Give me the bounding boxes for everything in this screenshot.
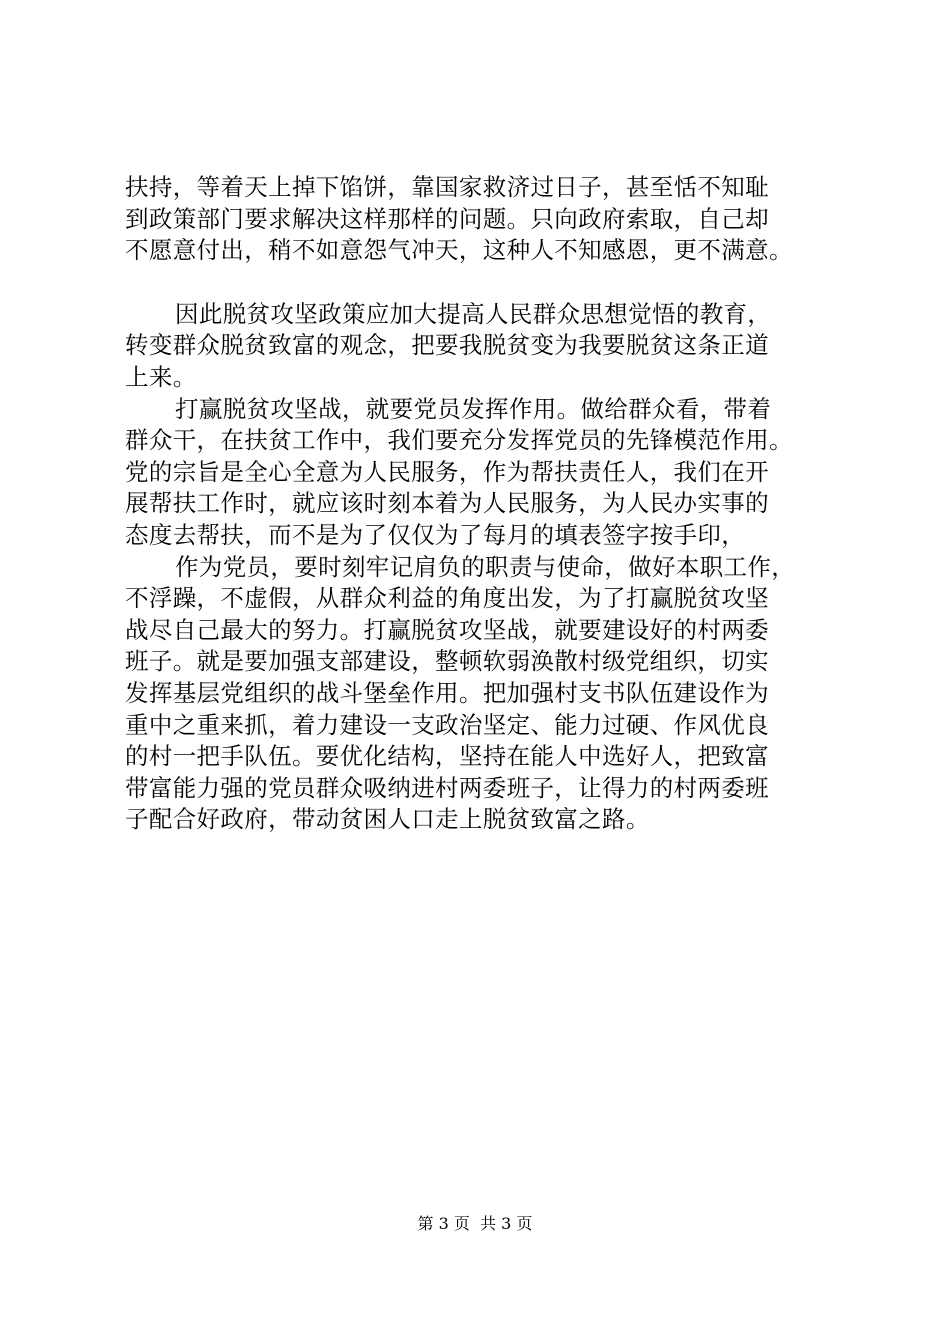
paragraph-1 — [125, 172, 845, 267]
text-line: 战尽自己最大的努力。打赢脱贫攻坚战，就要建设好的村两委 — [125, 615, 769, 644]
paragraph-2 — [125, 299, 845, 394]
text-line: 重中之重来抓，着力建设一支政治坚定、能力过硬、作风优良 — [125, 710, 769, 739]
text-line: 不浮躁，不虚假，从群众利益的角度出发，为了打赢脱贫攻坚 — [125, 584, 769, 613]
text-line: 转变群众脱贫致富的观念，把要我脱贫变为我要脱贫这条正道 — [125, 331, 769, 360]
text-line: 因此脱贫攻坚政策应加大提高人民群众思想觉悟的教育， — [175, 299, 772, 328]
text-line: 到政策部门要求解决这样那样的问题。只向政府索取，自己却 — [125, 204, 769, 233]
text-line: 态度去帮扶，而不是为了仅仅为了每月的填表签字按手印， — [125, 520, 746, 549]
text-line: 发挥基层党组织的战斗堡垒作用。把加强村支书队伍建设作为 — [125, 678, 769, 707]
text-line: 群众干，在扶贫工作中，我们要充分发挥党员的先锋模范作用。 — [125, 426, 793, 455]
document-body — [125, 172, 845, 836]
text-line: 打赢脱贫攻坚战，就要党员发挥作用。做给群众看，带着 — [175, 394, 772, 423]
text-line: 展帮扶工作时，就应该时刻本着为人民服务，为人民办实事的 — [125, 489, 769, 518]
text-line: 子配合好政府，带动贫困人口走上脱贫致富之路。 — [125, 805, 650, 834]
text-line: 上来。 — [125, 362, 197, 391]
text-line: 党的宗旨是全心全意为人民服务，作为帮扶责任人，我们在开 — [125, 457, 769, 486]
text-line: 班子。就是要加强支部建设，整顿软弱涣散村级党组织，切实 — [125, 647, 769, 676]
text-line: 作为党员，要时刻牢记肩负的职责与使命，做好本职工作， — [175, 552, 796, 581]
text-line: 的村一把手队伍。要优化结构，坚持在能人中选好人，把致富 — [125, 742, 769, 771]
text-line: 带富能力强的党员群众吸纳进村两委班子，让得力的村两委班 — [125, 773, 769, 802]
page-footer: 第 3 页 共 3 页 — [417, 1214, 533, 1233]
paragraph-gap — [125, 267, 845, 299]
paragraph-4 — [125, 552, 845, 836]
paragraph-3 — [125, 394, 845, 552]
text-line: 扶持，等着天上掉下馅饼，靠国家救济过日子，甚至恬不知耻 — [125, 173, 769, 201]
text-line: 不愿意付出，稍不如意怨气冲天，这种人不知感恩，更不满意。 — [125, 236, 793, 265]
